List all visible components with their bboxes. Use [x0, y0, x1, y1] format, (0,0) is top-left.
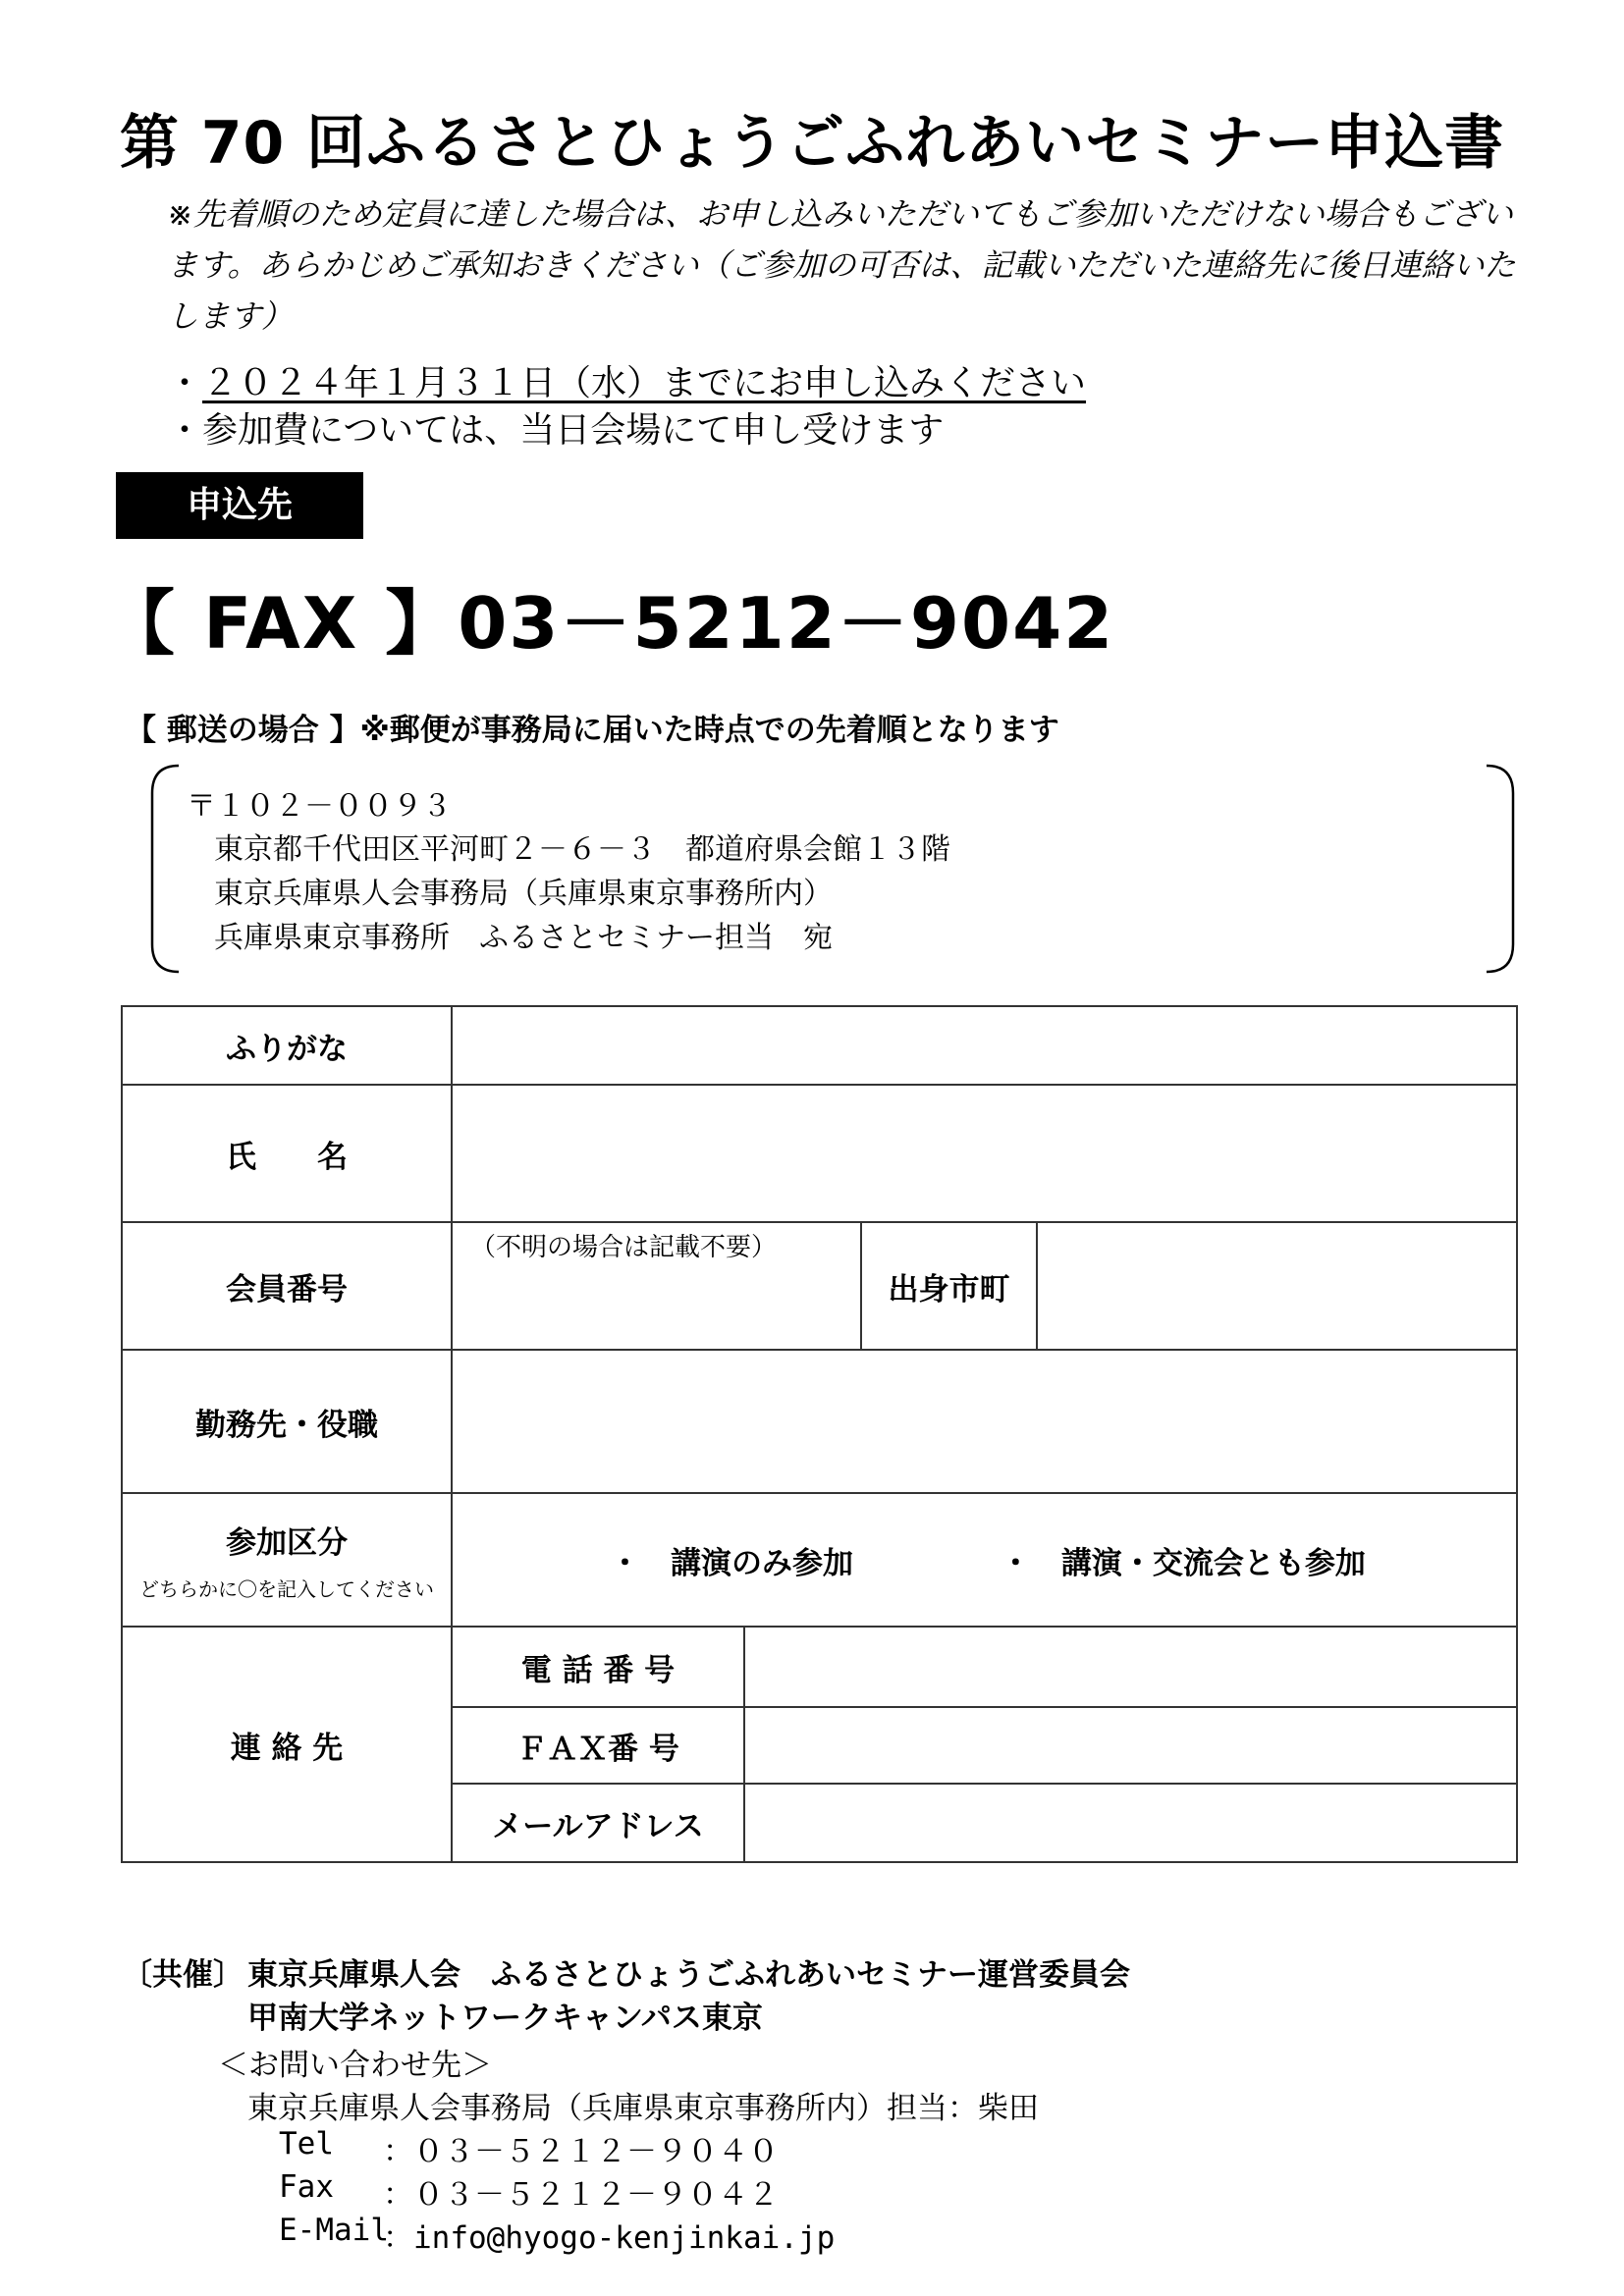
category-label: 参加区分 — [226, 1525, 348, 1561]
phone-field[interactable] — [744, 1627, 1517, 1707]
hometown-label: 出身市町 — [861, 1222, 1037, 1350]
page-title: 第 70 回ふるさとひょうごふれあいセミナー申込書 — [119, 109, 1505, 178]
inquiry-heading: ＜お問い合わせ先＞ — [218, 2048, 492, 2083]
postal-mail-heading: 【 郵送の場合 】※郵便が事務局に届いた時点での先着順となります — [126, 713, 1059, 748]
hometown-field[interactable] — [1037, 1222, 1517, 1350]
phone-label: 電 話 番 号 — [452, 1627, 744, 1707]
address-line-3: 兵庫県東京事務所 ふるさとセミナー担当 宛 — [214, 921, 833, 955]
postal-address-block — [149, 764, 1516, 974]
address-line-1: 東京都千代田区平河町２－６－３ 都道府県会館１３階 — [214, 832, 950, 867]
furigana-label: ふりがな — [122, 1006, 452, 1085]
cohost-line-2: 甲南大学ネットワークキャンパス東京 — [247, 2001, 763, 2036]
email-field[interactable] — [744, 1784, 1517, 1862]
work-title-field[interactable] — [452, 1350, 1517, 1493]
first-come-notice: ※先着順のため定員に達した場合は、お申し込みいただいてもご参加いただけない場合もございます。あらかじめご承知おきください（ご参加の可否は、記載いただいた連絡先に後日連絡いたします） — [167, 195, 1516, 335]
form-row-phone — [122, 1627, 1517, 1707]
destination-label: 申込先 — [116, 472, 363, 539]
form-row-furigana — [122, 1006, 1517, 1085]
fax-label: ＦＡＸ番 号 — [452, 1707, 744, 1784]
cohost-label: 〔共催〕 — [122, 1957, 244, 1993]
tel-number: ：０３－５２１２－９０４０ — [383, 2134, 779, 2169]
fax-contact-label: Fax — [279, 2169, 334, 2205]
work-title-label: 勤務先・役職 — [122, 1350, 452, 1493]
category-cell — [122, 1493, 452, 1627]
form-row-work — [122, 1350, 1517, 1493]
postal-code: 〒１０２－００９３ — [187, 789, 452, 824]
category-options — [452, 1493, 1517, 1627]
form-row-category — [122, 1493, 1517, 1627]
form-row-name — [122, 1085, 1517, 1222]
bullet-dot: ・ — [167, 363, 203, 403]
furigana-field[interactable] — [452, 1006, 1517, 1085]
fax-number-heading: 【 FAX 】03－5212－9042 — [104, 582, 1115, 665]
cohost-line-1: 東京兵庫県人会 ふるさとひょうごふれあいセミナー運営委員会 — [247, 1957, 1130, 1993]
email-label: メールアドレス — [452, 1784, 744, 1862]
address-line-2: 東京兵庫県人会事務局（兵庫県東京事務所内） — [214, 877, 833, 911]
choice-lecture-only[interactable]: ・ 講演のみ参加 — [610, 1545, 853, 1581]
choice-lecture-and-reception[interactable]: ・ 講演・交流会とも参加 — [1000, 1545, 1366, 1581]
form-row-member — [122, 1222, 1517, 1350]
name-field[interactable] — [452, 1085, 1517, 1222]
inquiry-office: 東京兵庫県人会事務局（兵庫県東京事務所内）担当：柴田 — [247, 2091, 1039, 2126]
member-number-label: 会員番号 — [122, 1222, 452, 1350]
deadline-text: ２０２４年１月３１日（水）までにお申し込みください — [202, 363, 1087, 403]
category-instruction: どちらかに〇を記入してください — [139, 1577, 434, 1601]
deadline-bullet — [167, 355, 1086, 405]
application-form-table — [121, 1005, 1518, 1863]
email-contact-address: ：info@hyogo-kenjinkai.jp — [383, 2220, 836, 2256]
tel-label: Tel — [279, 2126, 334, 2162]
fee-bullet: ・参加費については、当日会場にて申し受けます — [167, 410, 945, 451]
fax-contact-number: ：０３－５２１２－９０４２ — [383, 2177, 779, 2213]
email-contact-label: E-Mail — [279, 2213, 389, 2248]
contact-label: 連 絡 先 — [122, 1627, 452, 1862]
name-label: 氏 名 — [122, 1085, 452, 1222]
fax-field[interactable] — [744, 1707, 1517, 1784]
member-number-field[interactable] — [452, 1222, 861, 1350]
member-number-note: （不明の場合は記載不要） — [470, 1233, 778, 1262]
